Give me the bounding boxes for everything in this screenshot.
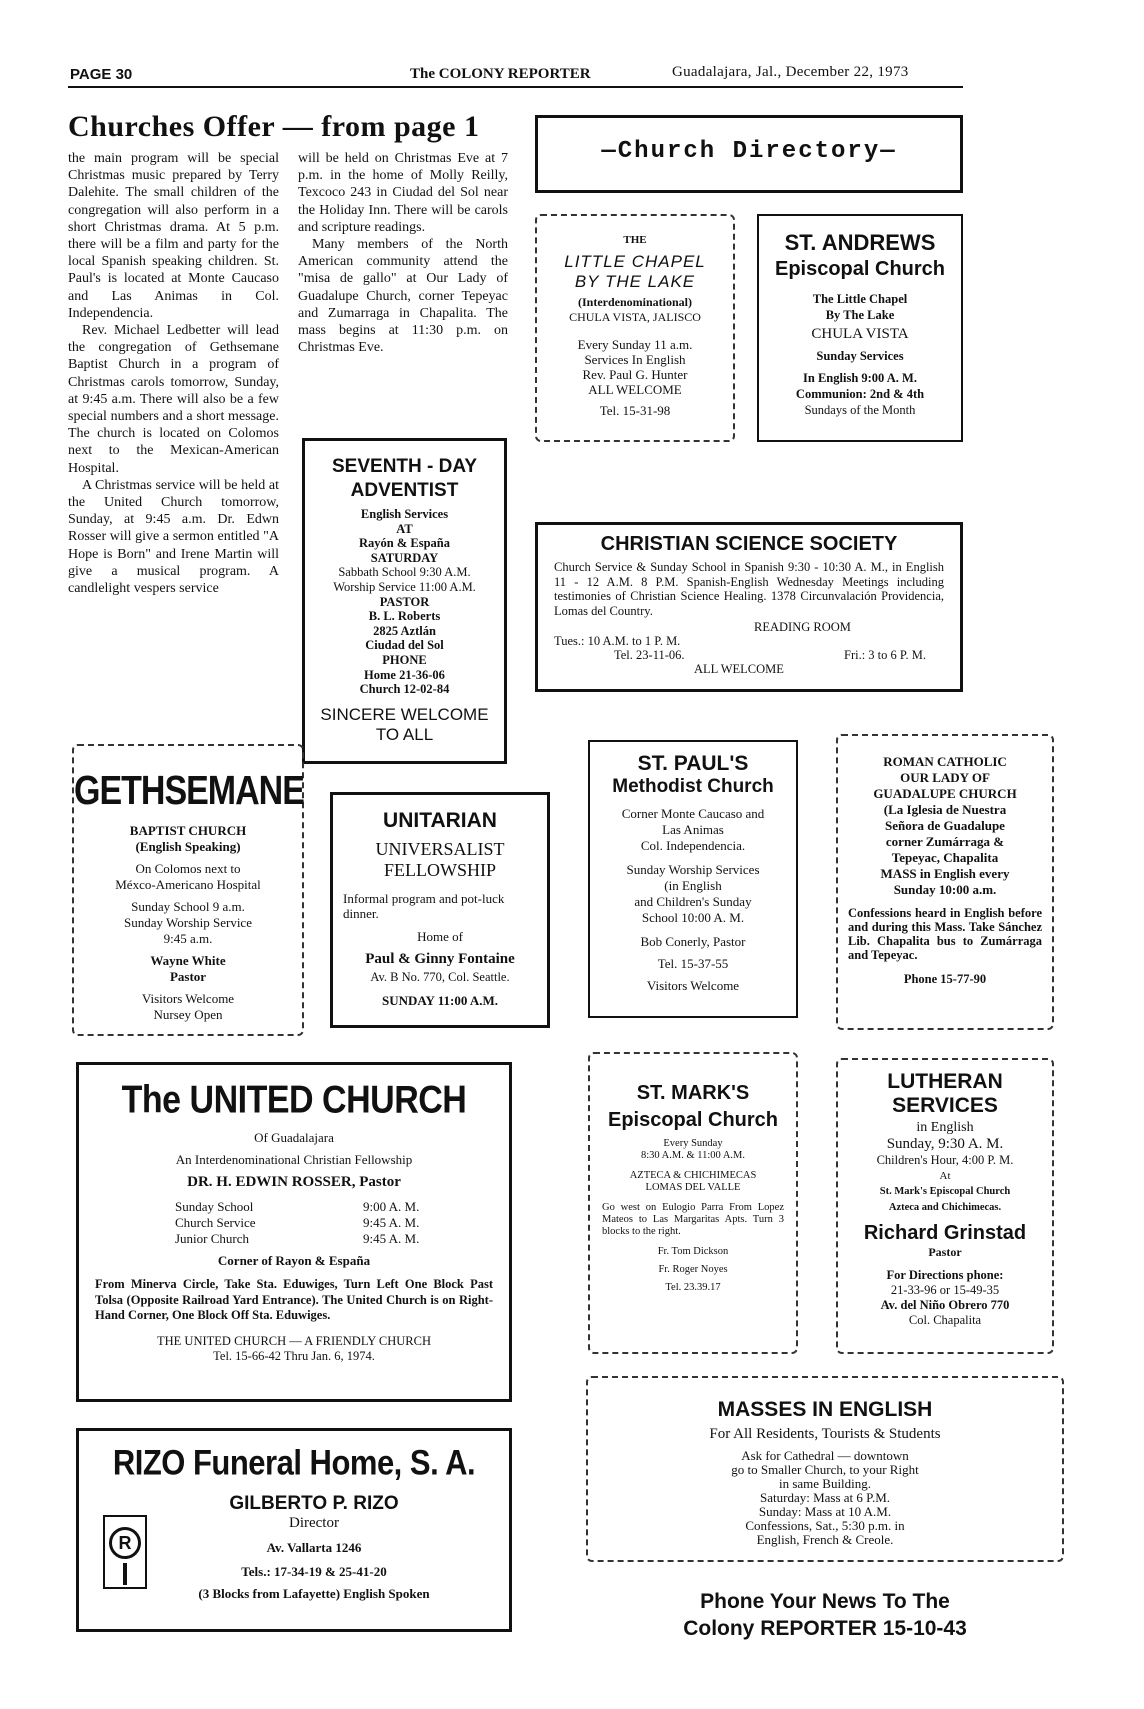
united-church-pastor: DR. H. EDWIN ROSSER, Pastor	[187, 1174, 401, 1190]
schedule-row	[175, 1231, 509, 1247]
little-chapel-name-2: BY THE LAKE	[574, 272, 696, 291]
lutheran-line: 21-33-96 or 15-49-35	[890, 1283, 1000, 1297]
unitarian-name: UNITARIAN	[383, 809, 497, 832]
little-chapel-sub: (Interdenominational)	[578, 295, 692, 309]
page-number: PAGE 30	[70, 66, 133, 83]
rizo-address: Av. Vallarta 1246	[266, 1540, 362, 1555]
st-marks-line: Fr. Tom Dickson	[657, 1246, 729, 1257]
masses-line: Saturday: Mass at 6 P.M.	[760, 1490, 890, 1505]
st-pauls-line: Visitors Welcome	[646, 978, 740, 993]
st-marks-sub: Episcopal Church	[607, 1109, 779, 1131]
unitarian-ad	[330, 792, 550, 1028]
gethsemane-line: Méxco-Americano Hospital	[115, 877, 261, 892]
phone-news-line-2: Colony REPORTER 15-10-43	[683, 1617, 967, 1640]
gethsemane-line: 9:45 a.m.	[163, 931, 213, 946]
lutheran-contact	[838, 1268, 1052, 1328]
st-andrews-line: By The Lake	[825, 308, 895, 322]
st-pauls-line: Corner Monte Caucaso and	[621, 806, 765, 821]
gethsemane-line: On Colomos next to	[135, 861, 241, 876]
adventist-line: PHONE	[382, 652, 427, 667]
article-paragraph: Many members of the North American community attend the "misa de gallo" at Our Lady of Guadalupe Church, corner Tepeyac and Zumarraga in Chapalita. The mass begins at 11:30 p.m. on Christmas Eve.	[298, 237, 508, 356]
roman-catholic-line: Sunday 10:00 a.m.	[893, 882, 997, 897]
united-church-corner: Corner of Rayon & España	[217, 1253, 371, 1268]
st-marks-line: Fr. Roger Noyes	[658, 1264, 728, 1275]
lutheran-line: Azteca and Chichimecas.	[888, 1202, 1002, 1213]
roman-catholic-line: corner Zumárraga &	[885, 834, 1005, 849]
little-chapel-place: CHULA VISTA, JALISCO	[569, 310, 701, 324]
christian-science-body: Church Service & Sunday School in Spanish 9:30 - 10:30 A. M., in English 11 - 12 A.M. 8 P.M. Spanish-English Wednesday Meetings including testimonies of Christian Science Healing. 1378 Circunvalación Providencia, Lomas del Country.	[554, 560, 944, 618]
article-paragraph: A Christmas service will be held at the United Church tomorrow, Sunday, at 9:45 a.m. Dr. Edwn Rosser will give a sermon entitled "A Hope is Born" and Irene Martin will give a musical program. A candlelight vespers service	[68, 477, 279, 597]
christian-science-name: CHRISTIAN SCIENCE SOCIETY	[600, 533, 898, 555]
lutheran-line: At	[939, 1170, 951, 1182]
united-church-schedule	[175, 1199, 509, 1247]
adventist-name-2: ADVENTIST	[350, 480, 459, 501]
schedule-row	[175, 1215, 509, 1231]
st-andrews-line: The Little Chapel	[812, 292, 908, 306]
st-marks-name: ST. MARK'S	[636, 1082, 750, 1104]
st-pauls-line: and Children's Sunday	[634, 894, 752, 909]
st-pauls-sub: Methodist Church	[612, 776, 774, 797]
gethsemane-line: (English Speaking)	[135, 839, 241, 854]
masses-line: Confessions, Sat., 5:30 p.m. in	[745, 1518, 905, 1533]
rizo-logo-icon	[103, 1515, 147, 1589]
masses-line: Ask for Cathedral — downtown	[741, 1448, 909, 1463]
st-marks-line: Every Sunday	[663, 1138, 723, 1149]
christian-science-tues: Tues.: 10 A.M. to 1 P. M.	[554, 634, 681, 648]
gethsemane-info	[74, 823, 302, 1023]
st-andrews-sub: Episcopal Church	[774, 258, 946, 280]
gethsemane-line: Nursey Open	[153, 1007, 223, 1022]
adventist-line: Sabbath School 9:30 A.M.	[338, 565, 471, 580]
adventist-line: 2825 Aztlán	[373, 623, 436, 638]
little-chapel-line: ALL WELCOME	[588, 382, 682, 397]
masses-info	[588, 1449, 1062, 1547]
unitarian-line: UNIVERSALIST	[375, 839, 505, 859]
unitarian-fellowship	[333, 839, 547, 881]
gethsemane-line: BAPTIST CHURCH	[129, 823, 247, 838]
adventist-line: Worship Service 11:00 A.M.	[333, 579, 476, 594]
st-pauls-ad	[588, 740, 798, 1018]
st-marks-clergy	[590, 1246, 796, 1294]
roman-catholic-line: (La Iglesia de Nuestra	[883, 802, 1007, 817]
unitarian-line: FELLOWSHIP	[384, 860, 496, 880]
st-pauls-line: Tel. 15-37-55	[657, 956, 729, 971]
christian-science-fri: Fri.: 3 to 6 P. M.	[844, 648, 926, 662]
little-chapel-line: Rev. Paul G. Hunter	[582, 367, 688, 382]
masses-name: MASSES IN ENGLISH	[717, 1398, 933, 1421]
st-marks-ad	[588, 1052, 798, 1354]
little-chapel-tel: Tel. 15-31-98	[599, 403, 671, 418]
lutheran-line: For Directions phone:	[886, 1268, 1004, 1282]
phone-news-line-1: Phone Your News To The	[700, 1590, 950, 1613]
article-column-1	[68, 150, 279, 597]
christian-science-welcome: ALL WELCOME	[694, 662, 784, 676]
adventist-line: Rayón & España	[359, 536, 450, 551]
lutheran-name	[838, 1070, 1052, 1118]
gethsemane-line: Sunday School 9 a.m.	[131, 899, 245, 914]
adventist-line: PASTOR	[379, 594, 430, 609]
rizo-funeral-home-ad	[76, 1428, 512, 1632]
adventist-info	[305, 507, 504, 697]
article-paragraph: Rev. Michael Ledbetter will lead the congregation of Gethsemane Baptist Church in a program of Christmas carols tomorrow, Sunday, at 9:45 a.m. There will also be a few special numbers and a short message. The church is located on Colomos next to the Mexican-American Hospital.	[68, 323, 279, 476]
adventist-line: AT	[396, 521, 413, 536]
masthead-rule	[68, 86, 963, 88]
lutheran-line: Col. Chapalita	[908, 1313, 982, 1327]
roman-catholic-ad	[836, 734, 1054, 1030]
st-pauls-line: School 10:00 A. M.	[641, 910, 745, 925]
st-andrews-line: In English 9:00 A. M.	[803, 371, 917, 385]
st-marks-line: Tel. 23.39.17	[665, 1282, 721, 1293]
article-paragraph: the main program will be special Christmas music prepared by Terry Dalehite. The small children of the congregation will also perform in a short Christmas drama. At 5 p.m. there will be a film and party for the local Spanish speaking children. St. Paul's is located at Monte Caucaso and Las Animas in Col. Independencia.	[68, 151, 279, 321]
christian-science-tel: Tel. 23-11-06.	[614, 648, 685, 662]
lutheran-ad	[836, 1058, 1054, 1354]
united-church-name: The UNITED CHURCH	[121, 1078, 467, 1122]
gethsemane-name: GETHSEMANE	[74, 768, 304, 814]
st-marks-line: 8:30 A.M. & 11:00 A.M.	[640, 1150, 746, 1161]
roman-catholic-line: Señora de Guadalupe	[885, 818, 1005, 833]
st-pauls-line: Bob Conerly, Pastor	[640, 934, 746, 949]
united-church-city: Of Guadalajara	[254, 1130, 334, 1145]
masses-line: in same Building.	[778, 1476, 872, 1491]
adventist-name-1: SEVENTH - DAY	[332, 456, 477, 477]
little-chapel-info	[537, 337, 733, 418]
little-chapel-name-1: LITTLE CHAPEL	[564, 252, 706, 271]
st-andrews-line: Communion: 2nd & 4th	[795, 387, 925, 401]
united-church-directions: From Minerva Circle, Take Sta. Eduwiges, Turn Left One Block Past Tolsa (Opposite Railroad Yard Entrance). The United Church is on Right-Hand Corner, One Block Off Sta. Eduwiges.	[95, 1277, 493, 1322]
schedule-label: Church Service	[175, 1215, 256, 1230]
seventh-day-adventist-ad	[302, 438, 507, 764]
rizo-phones: Tels.: 17-34-19 & 25-41-20	[241, 1564, 387, 1579]
st-andrews-name: ST. ANDREWS	[784, 230, 936, 255]
dateline: Guadalajara, Jal., December 22, 1973	[672, 64, 909, 80]
unitarian-time: SUNDAY 11:00 A.M.	[381, 993, 499, 1008]
rizo-logo-letter: R	[118, 1533, 132, 1553]
st-marks-line: LOMAS DEL VALLE	[645, 1182, 741, 1193]
little-chapel-the: THE	[623, 234, 647, 246]
st-pauls-line: Sunday Worship Services	[626, 862, 760, 877]
roman-catholic-line: OUR LADY OF	[900, 770, 990, 785]
christian-science-ad	[535, 522, 963, 692]
adventist-line: SATURDAY	[370, 550, 439, 565]
st-pauls-line: (in English	[664, 878, 722, 893]
church-directory-title: —Church Directory—	[601, 138, 897, 165]
unitarian-home-of: Home of	[417, 929, 463, 944]
schedule-label: Junior Church	[175, 1231, 250, 1246]
united-church-tel: Tel. 15-66-42 Thru Jan. 6, 1974.	[213, 1348, 375, 1363]
unitarian-hosts: Paul & Ginny Fontaine	[365, 951, 515, 967]
lutheran-line: Children's Hour, 4:00 P. M.	[876, 1153, 1014, 1167]
gethsemane-line: Sunday Worship Service	[124, 915, 252, 930]
lutheran-line: in English	[916, 1120, 974, 1135]
lutheran-line: Av. del Niño Obrero 770	[880, 1298, 1010, 1312]
st-pauls-line: Las Animas	[662, 822, 724, 837]
masses-in-english-ad	[586, 1376, 1064, 1562]
lutheran-info	[838, 1120, 1052, 1216]
st-marks-line: AZTECA & CHICHIMECAS	[629, 1170, 757, 1181]
roman-catholic-confessions: Confessions heard in English before and during this Mass. Take Sánchez Lib. Chapalita bus to Zumárraga and Tepeyac.	[848, 906, 1042, 962]
gethsemane-line: Pastor	[169, 969, 207, 984]
newspaper-name: The COLONY REPORTER	[410, 66, 591, 82]
st-andrews-line: CHULA VISTA	[811, 326, 909, 342]
st-andrews-line: Sundays of the Month	[804, 403, 916, 417]
united-church-slogan: THE UNITED CHURCH — A FRIENDLY CHURCH	[157, 1333, 431, 1348]
lutheran-name-1: LUTHERAN	[887, 1070, 1003, 1093]
article-paragraph: will be held on Christmas Eve at 7 p.m. in the home of Molly Reilly, Texcoco 243 in Ciudad del Sol near the Holiday Inn. There will be carols and scripture readings.	[298, 151, 508, 235]
masses-line: English, French & Creole.	[756, 1532, 894, 1547]
st-andrews-line: Sunday Services	[816, 349, 904, 363]
schedule-time: 9:45 A. M.	[363, 1231, 420, 1246]
lutheran-pastor-title: Pastor	[928, 1245, 962, 1259]
little-chapel-ad	[535, 214, 735, 442]
rizo-logo-circle	[109, 1527, 141, 1559]
adventist-welcome	[305, 705, 504, 745]
article-column-2	[298, 150, 508, 356]
roman-catholic-line: GUADALUPE CHURCH	[873, 786, 1017, 801]
roman-catholic-line: Tepeyac, Chapalita	[891, 850, 999, 865]
adventist-line: Church 12-02-84	[359, 682, 450, 697]
lutheran-pastor-name: Richard Grinstad	[863, 1222, 1027, 1244]
lutheran-line: Sunday, 9:30 A. M.	[886, 1136, 1004, 1152]
little-chapel-line: Services In English	[584, 352, 686, 367]
rizo-director-name: GILBERTO P. RIZO	[229, 1493, 399, 1514]
st-marks-directions: Go west on Eulogio Parra From Lopez Mateos to Las Margaritas Apts. Turn 3 blocks to the right.	[602, 1202, 784, 1237]
roman-catholic-phone: Phone 15-77-90	[903, 972, 987, 986]
united-church-ad	[76, 1062, 512, 1402]
church-directory-banner	[535, 115, 963, 193]
schedule-row	[175, 1199, 509, 1215]
adventist-line: B. L. Roberts	[368, 609, 441, 624]
schedule-time: 9:45 A. M.	[363, 1215, 420, 1230]
adventist-welcome-2: TO ALL	[375, 724, 434, 744]
rizo-directions: (3 Blocks from Lafayette) English Spoken	[198, 1586, 430, 1601]
phone-news-notice	[586, 1588, 1064, 1642]
adventist-line: Home 21-36-06	[364, 667, 445, 682]
rizo-director-title: Director	[289, 1515, 339, 1531]
christian-science-reading: READING ROOM	[754, 620, 851, 634]
masses-audience: For All Residents, Tourists & Students	[709, 1426, 941, 1442]
gethsemane-line: Wayne White	[150, 953, 226, 968]
unitarian-program: Informal program and pot-luck dinner.	[343, 891, 505, 921]
article-headline: Churches Offer — from page 1	[68, 110, 480, 143]
st-marks-info	[590, 1138, 796, 1194]
little-chapel-line: Every Sunday 11 a.m.	[577, 337, 693, 352]
christian-science-hours	[538, 618, 960, 678]
rizo-name: RIZO Funeral Home, S. A.	[112, 1442, 476, 1483]
st-andrews-info	[759, 291, 961, 418]
rizo-logo-cross	[123, 1563, 127, 1585]
adventist-line: Ciudad del Sol	[365, 638, 444, 653]
adventist-name	[305, 455, 504, 503]
st-pauls-name: ST. PAUL'S	[637, 752, 749, 775]
united-church-fellowship: An Interdenominational Christian Fellowship	[175, 1152, 413, 1167]
unitarian-address: Av. B No. 770, Col. Seattle.	[370, 970, 510, 984]
lutheran-line: St. Mark's Episcopal Church	[879, 1186, 1011, 1197]
masses-line: Sunday: Mass at 10 A.M.	[758, 1504, 892, 1519]
lutheran-name-2: SERVICES	[892, 1094, 998, 1117]
adventist-line: English Services	[360, 507, 449, 521]
st-pauls-line: Col. Independencia.	[640, 838, 746, 853]
roman-catholic-line: MASS in English every	[880, 866, 1010, 881]
schedule-label: Sunday School	[175, 1199, 254, 1214]
adventist-welcome-1: SINCERE WELCOME	[320, 704, 489, 724]
masses-line: go to Smaller Church, to your Right	[731, 1462, 919, 1477]
st-andrews-ad	[757, 214, 963, 442]
gethsemane-line: Visitors Welcome	[141, 991, 235, 1006]
st-pauls-info	[590, 806, 796, 994]
roman-catholic-line: ROMAN CATHOLIC	[883, 754, 1007, 769]
roman-catholic-info	[838, 754, 1052, 898]
gethsemane-ad	[72, 744, 304, 1036]
schedule-time: 9:00 A. M.	[363, 1199, 420, 1214]
